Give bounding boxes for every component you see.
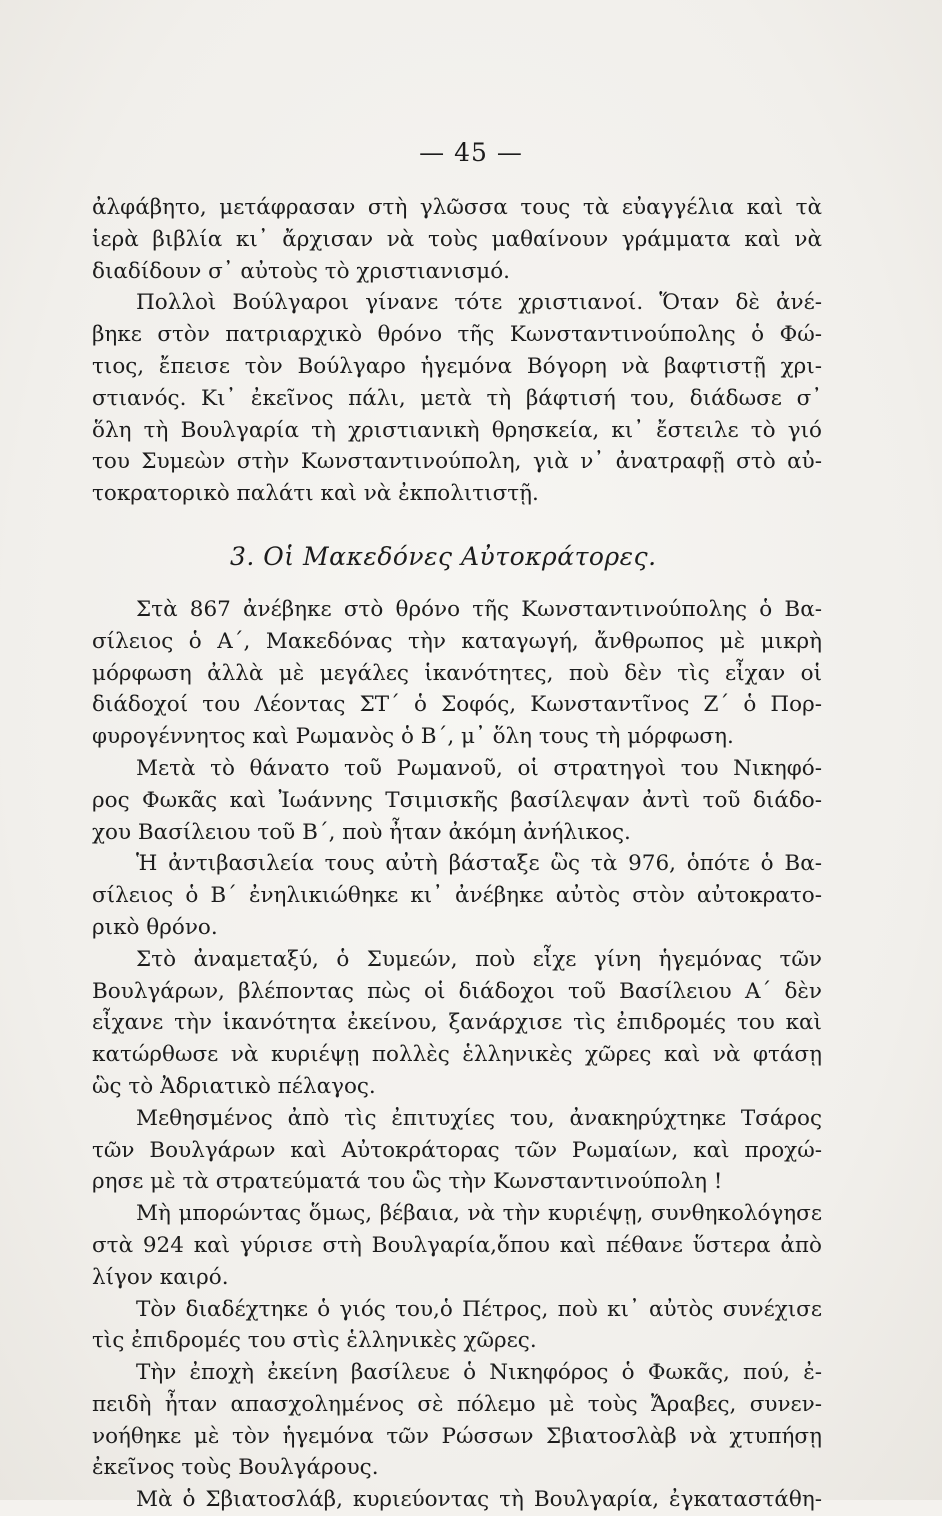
text-line: Πολλοὶ Βούλγαροι γίνανε τότε χριστιανοί. Ὅταν δὲ ἀνέ-	[136, 290, 822, 316]
paragraph	[92, 1484, 822, 1516]
text-line: σίλειος ὁ Α΄, Μακεδόνας τὴν καταγωγή, ἄνθρωπος μὲ μικρὴ	[92, 628, 822, 654]
text-line: Μὴ μπορώντας ὅμως, βέβαια, νὰ τὴν κυριέψῃ, συνθηκολόγησε	[136, 1201, 822, 1227]
text-line: εἶχανε τὴν ἱκανότητα ἐκείνου, ξανάρχισε τὶς ἐπιδρομές του καὶ	[92, 1010, 822, 1036]
text-line: τοκρατορικὸ παλάτι καὶ νὰ ἐκπολιτιστῇ.	[92, 481, 539, 507]
text-line: κατώρθωσε νὰ κυριέψῃ πολλὲς ἑλληνικὲς χῶρες καὶ νὰ φτάσῃ	[92, 1042, 822, 1068]
text-line: φυρογέννητος καὶ Ρωμανὸς ὁ Β΄, μ᾿ ὅλη τους τὴ μόρφωση.	[92, 724, 734, 750]
text-line: τιος, ἔπεισε τὸν Βούλγαρο ἡγεμόνα Βόγορη νὰ βαφτιστῇ χρι-	[92, 353, 822, 379]
text-line: ρησε μὲ τὰ στρατεύματά του ὣς τὴν Κωνσταντινούπολη !	[92, 1169, 723, 1195]
paragraph	[92, 192, 822, 287]
text-line: Μεθησμένος ἀπὸ τὶς ἐπιτυχίες του, ἀνακηρύχτηκε Τσάρος	[136, 1105, 822, 1131]
text-line: ὅλη τὴ Βουλγαρία τὴ χριστιανικὴ θρησκεία, κι᾿ ἔστειλε τὸ γιό	[92, 417, 822, 443]
paragraph	[92, 1198, 822, 1293]
text-line: Μετὰ τὸ θάνατο τοῦ Ρωμανοῦ, οἱ στρατηγοὶ του Νικηφό-	[136, 755, 822, 781]
text-line: στὰ 924 καὶ γύρισε στὴ Βουλγαρία,ὅπου καὶ πέθανε ὕστερα ἀπὸ	[92, 1232, 822, 1258]
paragraph	[92, 848, 822, 943]
text-line: μόρφωση ἀλλὰ μὲ μεγάλες ἱκανότητες, ποὺ δὲν τὶς εἶχαν οἱ	[92, 660, 822, 686]
text-line: διάδοχοί του Λέοντας ΣΤ΄ ὁ Σοφός, Κωνσταντῖνος Ζ΄ ὁ Πορ-	[92, 692, 822, 718]
text-line: Βουλγάρων, βλέποντας πὼς οἱ διάδοχοι τοῦ Βασίλειου Α΄ δὲν	[92, 978, 822, 1004]
text-line: λίγον καιρό.	[92, 1264, 229, 1290]
text-line: ρος Φωκᾶς καὶ Ἰωάννης Τσιμισκῆς βασίλεψαν ἀντὶ τοῦ διάδο-	[92, 787, 822, 813]
paragraph	[92, 1357, 822, 1484]
text-line: στιανός. Κι᾿ ἐκεῖνος πάλι, μετὰ τὴ βάφτισή του, διάδωσε σ᾿	[92, 385, 822, 411]
text-line: ρικὸ θρόνο.	[92, 914, 218, 940]
text-line: ὣς τὸ Ἀδριατικὸ πέλαγος.	[92, 1073, 376, 1099]
page-number: — 45 —	[419, 138, 523, 167]
text-line: Στὸ ἀναμεταξύ, ὁ Συμεών, ποὺ εἶχε γίνη ἡγεμόνας τῶν	[136, 946, 822, 972]
text-line: ἐκεῖνος τοὺς Βουλγάρους.	[92, 1455, 379, 1481]
section-heading: 3. Οἱ Μακεδόνες Αὐτοκράτορες.	[230, 541, 657, 571]
text-line: σίλειος ὁ Β΄ ἐνηλικιώθηκε κι᾿ ἀνέβηκε αὐτὸς στὸν αὐτοκρατο-	[92, 883, 822, 909]
text-line: Ἡ ἀντιβασιλεία τους αὐτὴ βάσταξε ὣς τὰ 976, ὁπότε ὁ Βα-	[136, 851, 822, 877]
text-line: βηκε στὸν πατριαρχικὸ θρόνο τῆς Κωνσταντινούπολης ὁ Φώ-	[92, 322, 822, 348]
text-line: Μὰ ὁ Σβιατοσλάβ, κυριεύοντας τὴ Βουλγαρία, ἐγκαταστάθη-	[136, 1487, 822, 1513]
text-line: Στὰ 867 ἀνέβηκε στὸ θρόνο τῆς Κωνσταντινούπολης ὁ Βα-	[136, 596, 822, 622]
text-line: Τὴν ἐποχὴ ἐκείνη βασίλευε ὁ Νικηφόρος ὁ Φωκᾶς, πού, ἐ-	[136, 1360, 822, 1386]
text-line: πειδὴ ἦταν απασχολημένος σὲ πόλεμο μὲ τοὺς Ἄραβες, συνεν-	[92, 1391, 822, 1417]
paragraph	[92, 594, 822, 753]
text-line: Τὸν διαδέχτηκε ὁ γιός του,ὁ Πέτρος, ποὺ κι᾿ αὐτὸς συνέχισε	[136, 1296, 822, 1322]
text-line: ἀλφάβητο, μετάφρασαν στὴ γλῶσσα τους τὰ εὐαγγέλια καὶ τὰ	[92, 195, 822, 220]
text-after-heading	[92, 594, 822, 1516]
paragraph	[92, 944, 822, 1103]
paragraph	[92, 287, 822, 510]
text-line: διαδίδουν σ᾿ αὐτοὺς τὸ χριστιανισμό.	[92, 258, 510, 284]
text-line: χου Βασίλειου τοῦ Β΄, ποὺ ἦταν ἀκόμη ἀνήλικος.	[92, 819, 631, 845]
text-line: ἱερὰ βιβλία κι᾿ ἄρχισαν νὰ τοὺς μαθαίνουν γράμματα καὶ νὰ	[92, 226, 822, 252]
text-line: τὶς ἐπιδρομές του στὶς ἑλληνικὲς χῶρες.	[92, 1328, 537, 1354]
text-line: τῶν Βουλγάρων καὶ Αὐτοκράτορας τῶν Ρωμαίων, καὶ προχώ-	[92, 1137, 822, 1163]
text-before-heading	[92, 192, 822, 510]
paragraph	[92, 753, 822, 848]
text-line: νοήθηκε μὲ τὸν ἡγεμόνα τῶν Ρώσσων Σβιατοσλὰβ νὰ χτυπήσῃ	[92, 1423, 822, 1449]
text-line: του Συμεὼν στὴν Κωνσταντινούπολη, γιὰ ν᾿ ἀνατραφῇ στὸ αὐ-	[92, 449, 822, 475]
paragraph	[92, 1103, 822, 1198]
paragraph	[92, 1294, 822, 1358]
body-text	[92, 192, 822, 1516]
